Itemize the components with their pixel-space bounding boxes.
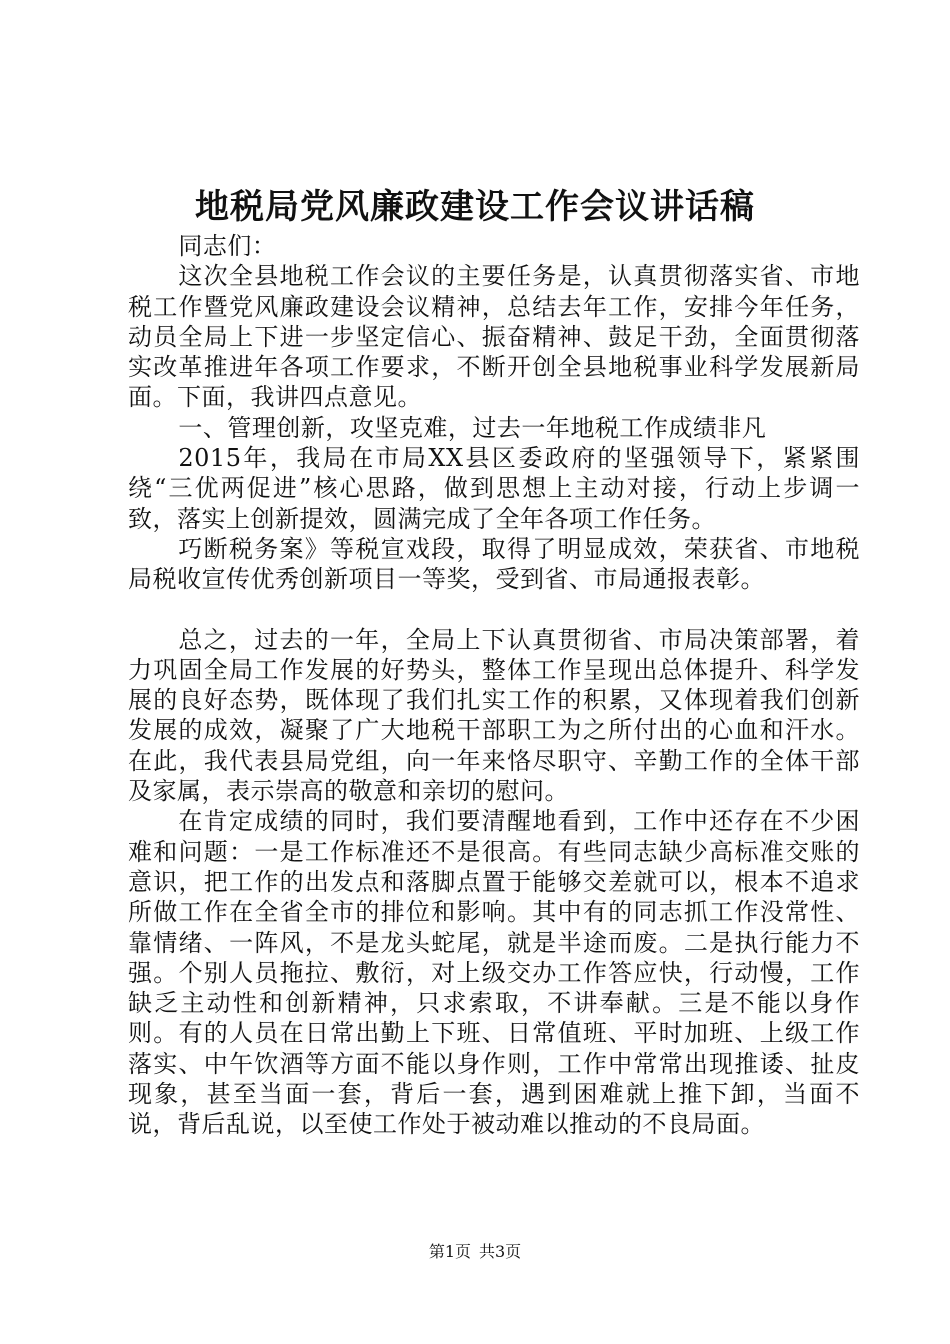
intro-paragraph: 这次全县地税工作会议的主要任务是，认真贯彻落实省、市地税工作暨党风廉政建设会议精神，总结去年工作，安排今年任务，动员全局上下进一步坚定信心、振奋精神、鼓足干劲，全面贯彻落实改革推进年各项工作要求，不断开创全县地税事业科学发展新局面。下面，我讲四点意见。 [128,262,860,412]
page-total: 共3页 [479,1242,522,1261]
body-paragraph: 巧断税务案》等税宣戏段，取得了明显成效，荣获省、市地税局税收宣传优秀创新项目一等奖，受到省、市局通报表彰。 [128,534,860,594]
body-paragraph: 2015年，我局在市局XX县区委政府的坚强领导下，紧紧围绕“三优两促进”核心思路，做到思想上主动对接，行动上步调一致，落实上创新提效，圆满完成了全年各项工作任务。 [128,444,860,533]
summary-paragraph: 总之，过去的一年，全局上下认真贯彻省、市局决策部署，着力巩固全局工作发展的好势头，整体工作呈现出总体提升、科学发展的良好态势，既体现了我们扎实工作的积累，又体现着我们创新发展的成效，凝聚了广大地税干部职工为之所付出的心血和汗水。在此，我代表县局党组，向一年来恪尽职守、辛勤工作的全体干部及家属，表示崇高的敬意和亲切的慰问。 [128,625,860,806]
page-footer [0,1241,950,1263]
page-number: 第1页 [428,1242,471,1261]
document-title: 地税局党风廉政建设工作会议讲话稿 [195,187,755,227]
section-heading-1: 一、管理创新，攻坚克难，过去一年地税工作成绩非凡 [178,413,767,442]
salutation-paragraph: 同志们： [178,232,277,260]
document-body [128,231,860,1140]
problems-paragraph: 在肯定成绩的同时，我们要清醒地看到，工作中还存在不少困难和问题：一是工作标准还不是很高。有些同志缺少高标准交账的意识，把工作的出发点和落脚点置于能够交差就可以，根本不追求所做工作在全省全市的排位和影响。其中有的同志抓工作没常性、靠情绪、一阵风，不是龙头蛇尾，就是半途而废。二是执行能力不强。个别人员拖拉、敷衍，对上级交办工作答应快，行动慢，工作缺乏主动性和创新精神，只求索取，不讲奉献。三是不能以身作则。有的人员在日常出勤上下班、日常值班、平时加班、上级工作落实、中午饮酒等方面不能以身作则，工作中常常出现推诿、扯皮现象，甚至当面一套，背后一套，遇到困难就上推下卸，当面不说，背后乱说，以至使工作处于被动难以推动的不良局面。 [128,807,860,1139]
